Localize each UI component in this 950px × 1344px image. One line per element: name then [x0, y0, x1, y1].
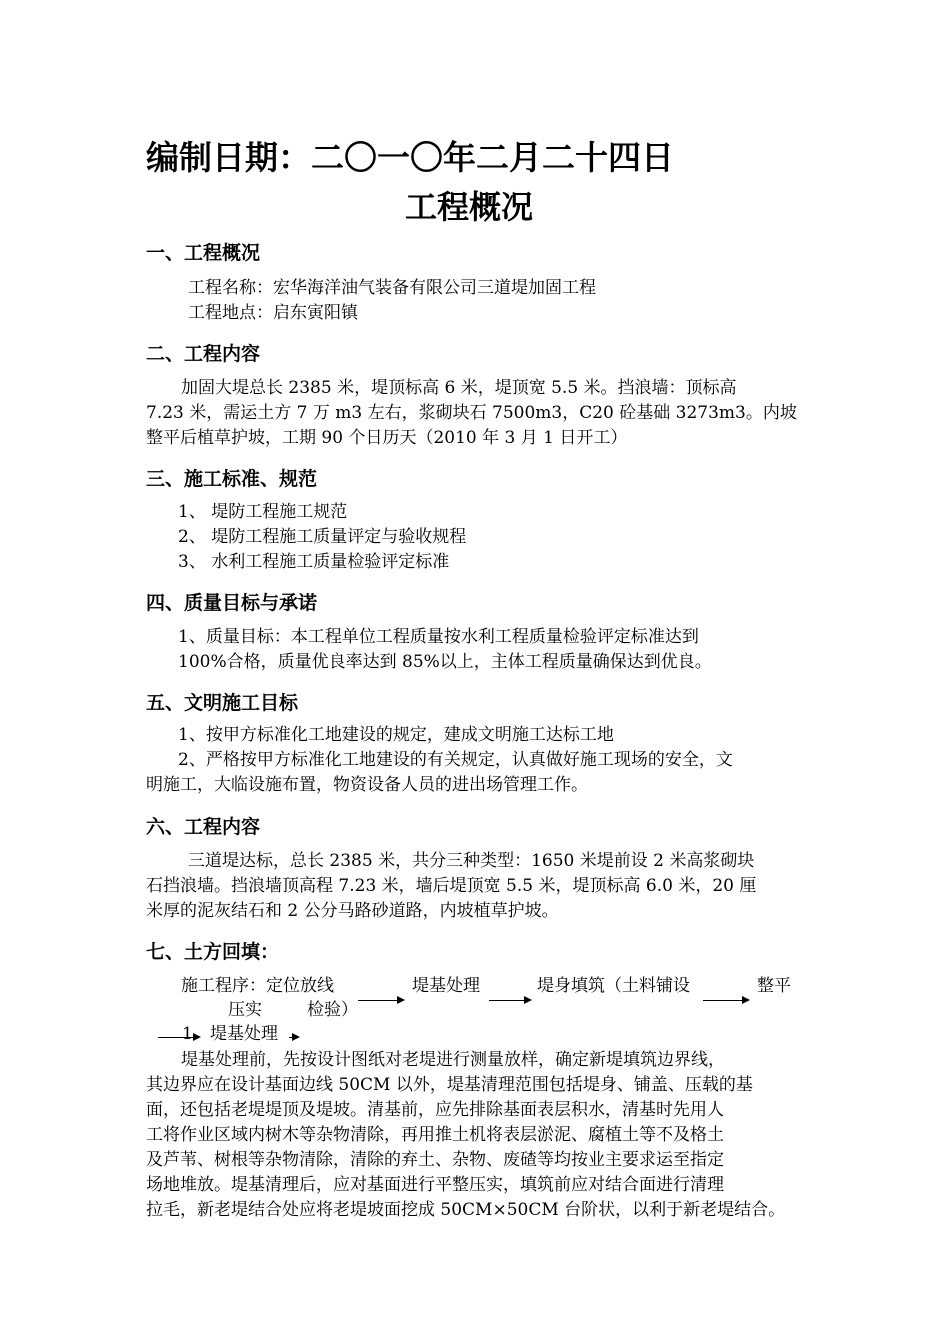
compile-date-line: 编制日期：二〇一〇年二月二十四日 [146, 138, 674, 177]
s6-line-1: 三道堤达标，总长 2385 米，共分三种类型：1650 米堤前设 2 米高浆砌块 [188, 851, 755, 871]
section-6-heading: 六、工程内容 [146, 816, 261, 838]
section-4-heading: 四、质量目标与承诺 [146, 592, 318, 614]
sub-arrow-right [289, 1037, 293, 1038]
s6-line-3: 米厚的泥灰结石和 2 公分马路砂道路，内坡植草护坡。 [146, 901, 559, 921]
s4-line-2: 100%合格，质量优良率达到 85%以上，主体工程质量确保达到优良。 [178, 652, 712, 672]
flow-arrow [358, 1000, 398, 1001]
s2-line-3: 整平后植草护坡，工期 90 个日历天（2010 年 3 月 1 日开工） [146, 428, 628, 448]
section-7-heading: 七、土方回填： [146, 941, 280, 963]
section-1-heading: 一、工程概况 [146, 242, 261, 264]
flow-step-compact: 压实 [228, 1000, 262, 1020]
sub-heading-foundation: 堤基处理 [210, 1024, 278, 1044]
section-2-heading: 二、工程内容 [146, 343, 261, 365]
flow-step-level: 整平 [757, 976, 791, 996]
flow-step-inspect: 检验） [307, 1000, 358, 1020]
s5-line-2: 2、严格按甲方标准化工地建设的有关规定，认真做好施工现场的安全，文 [178, 750, 733, 770]
section-5-heading: 五、文明施工目标 [146, 692, 299, 714]
s4-line-1: 1、质量目标：本工程单位工程质量按水利工程质量检验评定标准达到 [178, 627, 699, 647]
flow-arrow [489, 1000, 525, 1001]
project-name-line: 工程名称：宏华海洋油气装备有限公司三道堤加固工程 [188, 278, 596, 298]
document-title: 工程概况 [405, 188, 534, 226]
s2-line-1: 加固大堤总长 2385 米，堤顶标高 6 米，堤顶宽 5.5 米。挡浪墙：顶标高 [181, 378, 737, 398]
flow-step-foundation: 堤基处理 [412, 976, 480, 996]
standard-item: 2、 堤防工程施工质量评定与验收规程 [178, 527, 467, 547]
standard-item: 3、 水利工程施工质量检验评定标准 [178, 552, 450, 572]
project-location-line: 工程地点：启东寅阳镇 [188, 303, 358, 323]
foundation-line-6: 场地堆放。堤基清理后，应对基面进行平整压实，填筑前应对结合面进行清理 [146, 1175, 724, 1195]
s6-line-2: 石挡浪墙。挡浪墙顶高程 7.23 米，墙后堤顶宽 5.5 米，堤顶标高 6.0 米，20 厘 [146, 876, 757, 896]
s5-line-3: 明施工，大临设施布置，物资设备人员的进出场管理工作。 [146, 775, 588, 795]
sub-item-number: 1 [182, 1024, 193, 1044]
flow-step-fill: 堤身填筑（土料铺设 [537, 976, 690, 996]
standard-item: 1、 堤防工程施工规范 [178, 502, 348, 522]
s5-line-1: 1、按甲方标准化工地建设的规定，建成文明施工达标工地 [178, 725, 614, 745]
foundation-line-1: 堤基处理前，先按设计图纸对老堤进行测量放样，确定新堤填筑边界线， [181, 1050, 725, 1070]
foundation-line-4: 工将作业区域内树木等杂物清除，再用推土机将表层淤泥、腐植土等不及格土 [146, 1125, 724, 1145]
foundation-line-3: 面，还包括老堤堤顶及堤坡。清基前，应先排除基面表层积水，清基时先用人 [146, 1100, 724, 1120]
s2-line-2: 7.23 米，需运土方 7 万 m3 左右，浆砌块石 7500m3，C20 砼基础 3273m3。内坡 [146, 403, 797, 423]
foundation-line-5: 及芦苇、树根等杂物清除，清除的弃土、杂物、废碴等均按业主要求运至指定 [146, 1150, 724, 1170]
flow-step-locate: 施工程序：定位放线 [181, 976, 334, 996]
section-3-heading: 三、施工标准、规范 [146, 468, 318, 490]
foundation-line-2: 其边界应在设计基面边线 50CM 以外，堤基清理范围包括堤身、铺盖、压载的基 [146, 1075, 753, 1095]
flow-arrow [703, 1000, 743, 1001]
foundation-line-7: 拉毛，新老堤结合处应将老堤坡面挖成 50CM×50CM 台阶状，以利于新老堤结合。 [146, 1200, 786, 1220]
